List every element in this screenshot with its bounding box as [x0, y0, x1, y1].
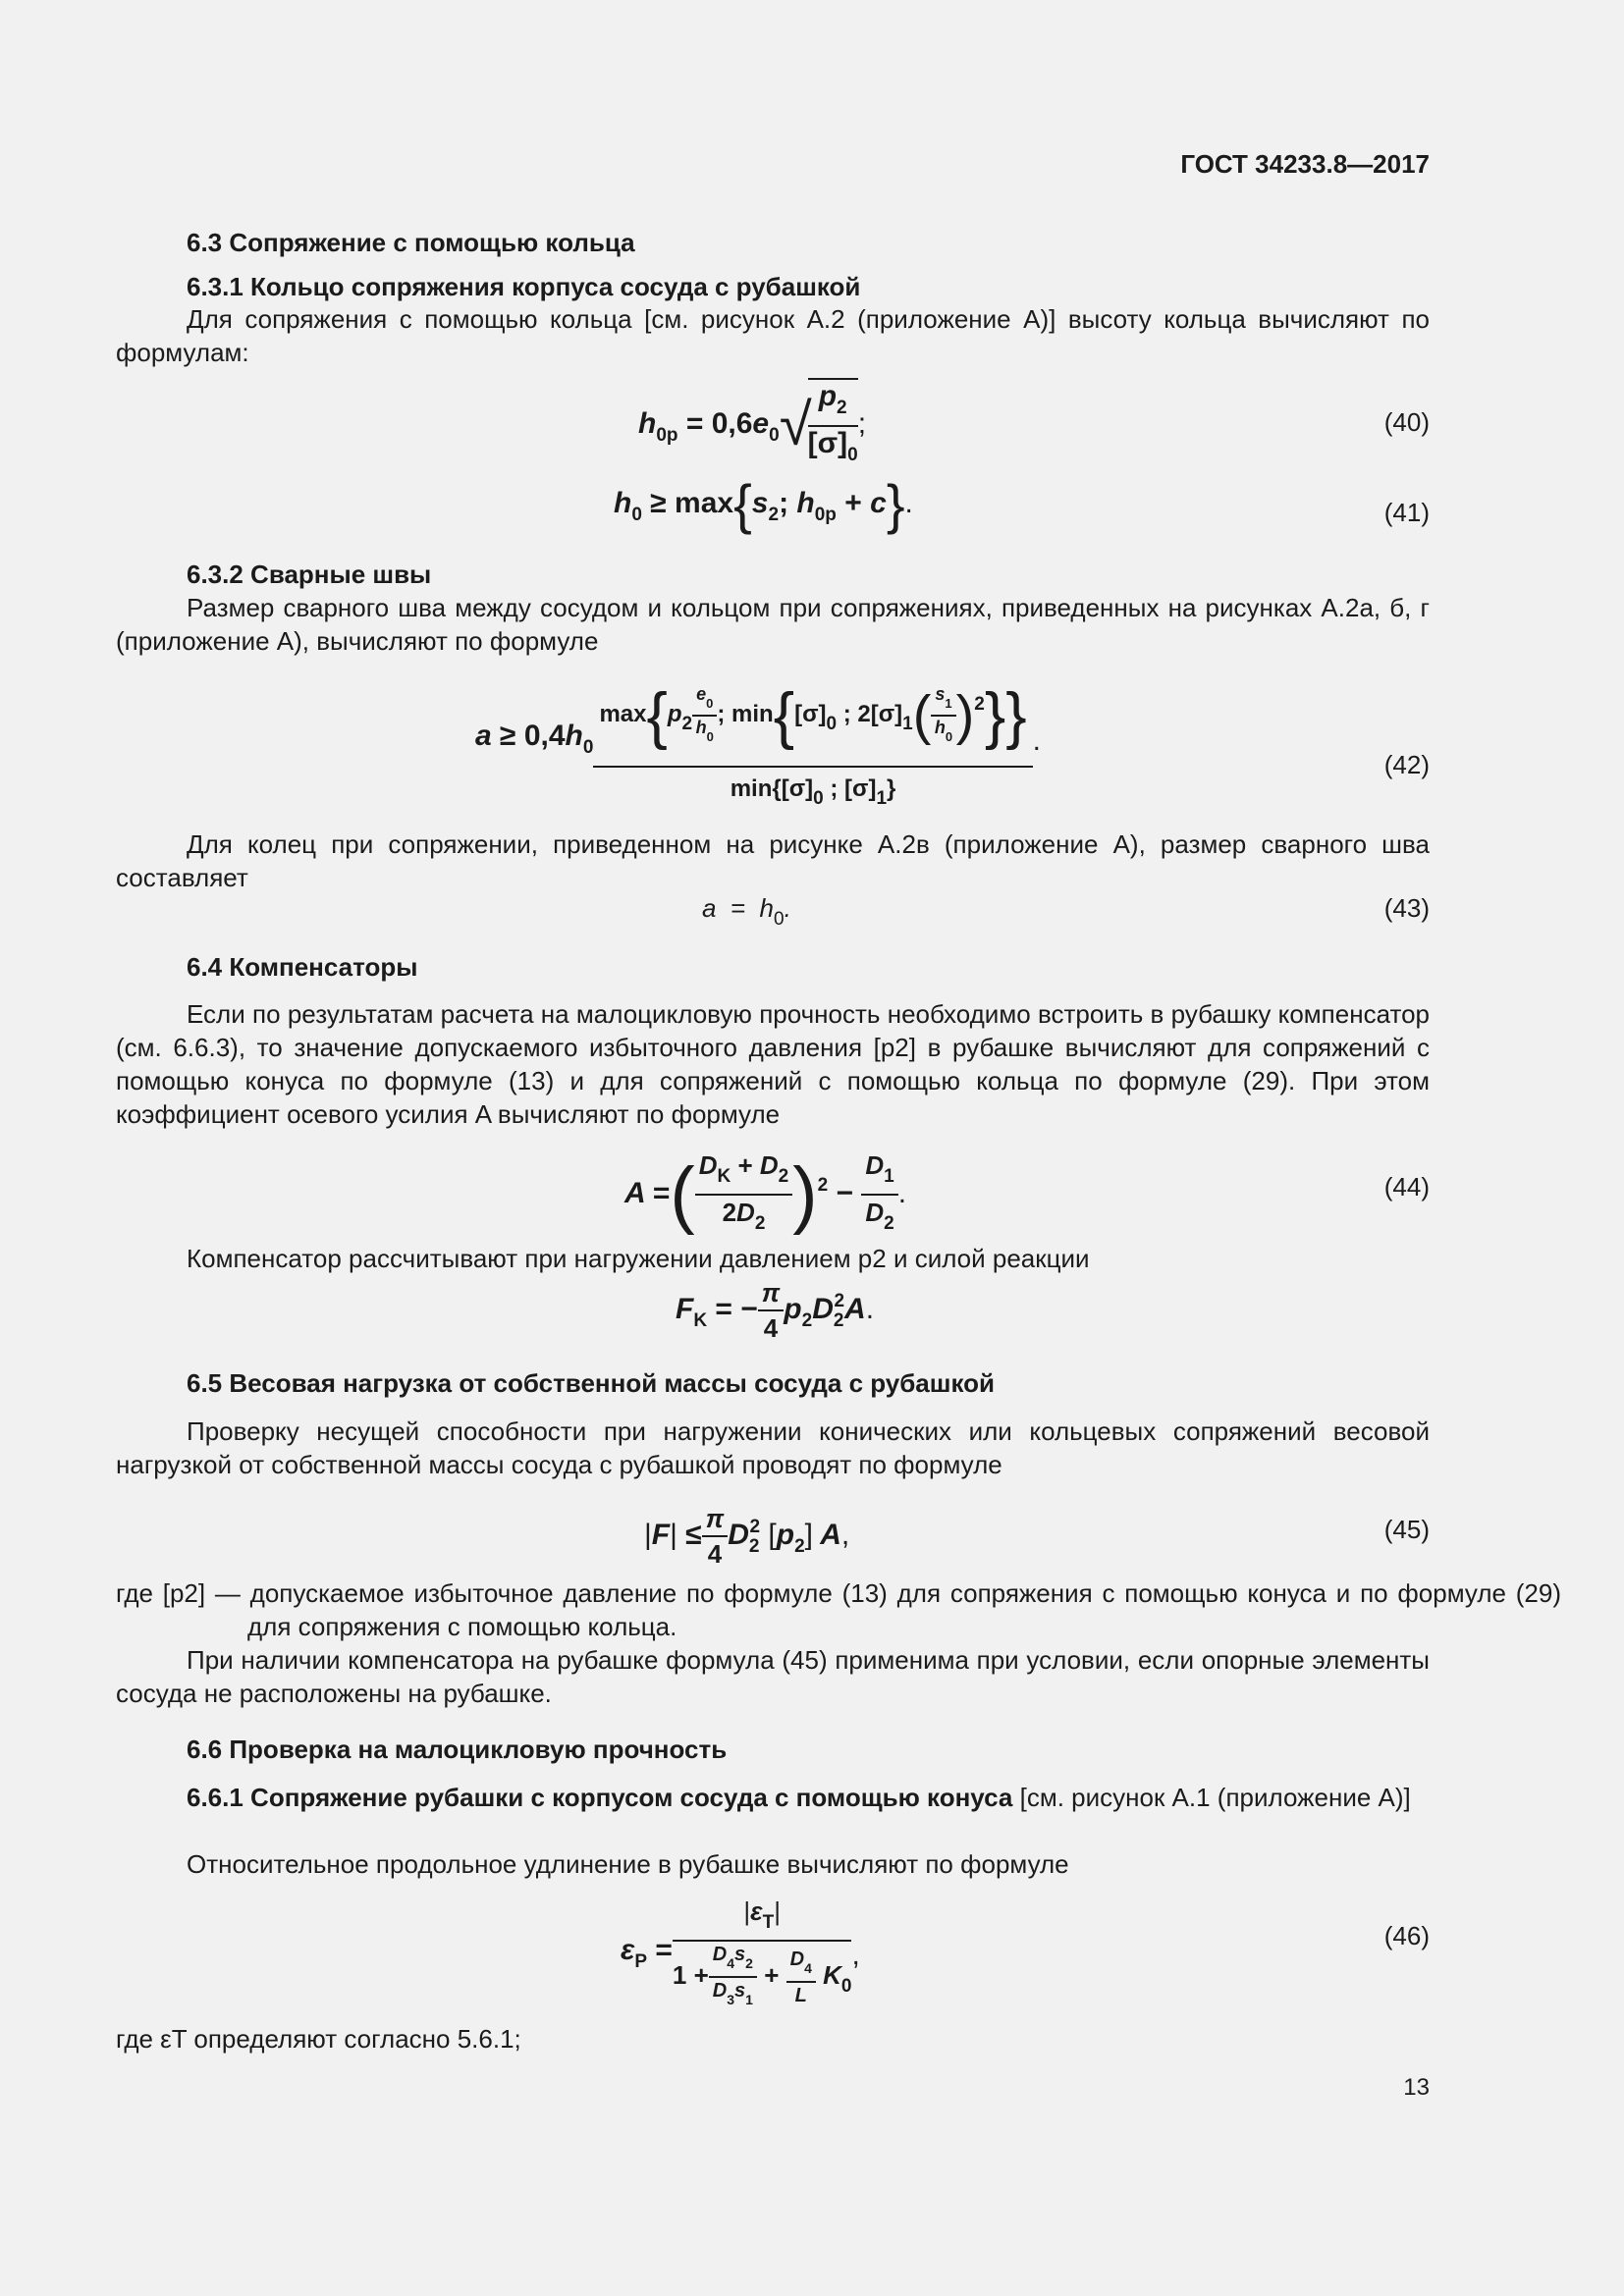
- standard-designation: ГОСТ 34233.8—2017: [1180, 149, 1430, 179]
- section-6-4-title: 6.4 Компенсаторы: [187, 952, 418, 982]
- equation-number-46: (46): [1383, 1921, 1430, 1950]
- section-6-3-2-text: Размер сварного шва между сосудом и кольцом при сопряжениях, приведенных на рисунках А.2а, б, г (приложение А), вычисляют по формуле: [116, 593, 1430, 656]
- equation-number-42: (42): [1383, 750, 1430, 779]
- equation-number-43: (43): [1383, 893, 1430, 923]
- section-6-6-title: 6.6 Проверка на малоцикловую прочность: [187, 1735, 728, 1764]
- formula-42: $a \ge 0,4h_0$ $\max\{p_2$ $\frac{e_0}{h_0}$ ; $\min\{[\sigma]_0$ ; $2[\sigma]_1$( $\frac{s_1}{h_0}$ )$^2$}} $\min\{[\sigma]_0$ ; $[\sigma]_1$} .: [475, 664, 1041, 821]
- formula-44: A =( $\frac{D_K + D_2}{2D_2}$ )$^2$ − $\frac{D_1}{D_2}$ .: [624, 1150, 907, 1236]
- rings-text: Для колец при сопряжении, приведенном на рисунке А.2в (приложение А), размер сварного шва составляет: [116, 829, 1430, 892]
- section-6-3-1-title: 6.3.1 Кольцо сопряжения корпуса сосуда с рубашкой: [187, 272, 861, 301]
- section-6-3-title: 6.3 Сопряжение с помощью кольца: [187, 228, 635, 257]
- page-number: 13: [1403, 2074, 1430, 2101]
- equation-number-44: (44): [1383, 1172, 1430, 1201]
- section-6-5-text-2: При наличии компенсатора на рубашке формула (45) применима при условии, если опорные элементы сосуда не расположены на рубашке.: [116, 1645, 1430, 1708]
- where-p2: [116, 1576, 1561, 1643]
- equation-number-45: (45): [1383, 1515, 1430, 1544]
- section-6-5-text: Проверку несущей способности при нагружении конических или кольцевых сопряжений весовой нагрузкой от собственной массы сосуда с рубашкой проводят по формуле: [116, 1416, 1430, 1479]
- formula-40: $h_{0p} = 0,6e_0√$ $\frac{p_2}{[\sigma]_0}$ ;: [638, 378, 866, 472]
- section-6-3-2-title: 6.3.2 Сварные швы: [187, 560, 432, 589]
- formula-43: $a = h_0$.: [702, 893, 791, 930]
- where-p2-text: допускаемое избыточное давление по формуле (13) для сопряжения с помощью конуса и по формуле (29) для сопряжения с помощью кольца.: [247, 1578, 1561, 1641]
- equation-number-40: (40): [1383, 407, 1430, 437]
- section-6-6-1-title: 6.6.1 Сопряжение рубашки с корпусом сосуда с помощью конуса: [187, 1783, 1013, 1812]
- formula-46: $\varepsilon_P$ = $|\varepsilon_T|$ 1 + $\frac{D_4s_2}{D_3s_1}$ + $\frac{D_4}{L}$ $K_0$ ,: [621, 1896, 860, 2007]
- equation-number-41: (41): [1383, 498, 1430, 527]
- section-6-6-1-ref: [см. рисунок А.1 (приложение А)]: [1019, 1783, 1411, 1812]
- formula-45: |F| ≤ $\frac{\pi}{4}$ $D_2^2$ $[p_2]$ A,: [644, 1504, 850, 1569]
- section-6-6-1-text: Относительное продольное удлинение в рубашке вычисляют по формуле: [187, 1849, 1069, 1879]
- section-6-6-1-heading: [116, 1781, 1430, 1814]
- section-6-5-title: 6.5 Весовая нагрузка от собственной массы сосуда с рубашкой: [187, 1368, 995, 1398]
- section-6-4-text-2: Компенсатор рассчитывают при нагружении давлением p2 и силой реакции: [187, 1244, 1090, 1273]
- where-p2-label: где [p2] —: [116, 1578, 241, 1608]
- section-6-3-1-text: Для сопряжения с помощью кольца [см. рисунок А.2 (приложение А)] высоту кольца вычисляют по формулам:: [116, 304, 1430, 367]
- formula-41: $h_0 \ge \max\{s_2$; $h_{0p} + c$}.: [614, 473, 913, 536]
- formula-reaction-force: $F_K$ = − $\frac{\pi}{4}$ $p_2D_2^2A$.: [676, 1278, 875, 1343]
- section-6-4-text: Если по результатам расчета на малоцикловую прочность необходимо встроить в рубашку компенсатор (см. 6.6.3), то значение допускаемого избыточного давления [p2] в рубашке вычисляют для сопряжений с помощью конуса по формуле (13) и для сопряжений с помощью кольца по формуле (29). При этом коэффициент осевого усилия A вычисляют по формуле: [116, 999, 1430, 1129]
- where-epsilon-t: где εT определяют согласно 5.6.1;: [116, 2024, 521, 2054]
